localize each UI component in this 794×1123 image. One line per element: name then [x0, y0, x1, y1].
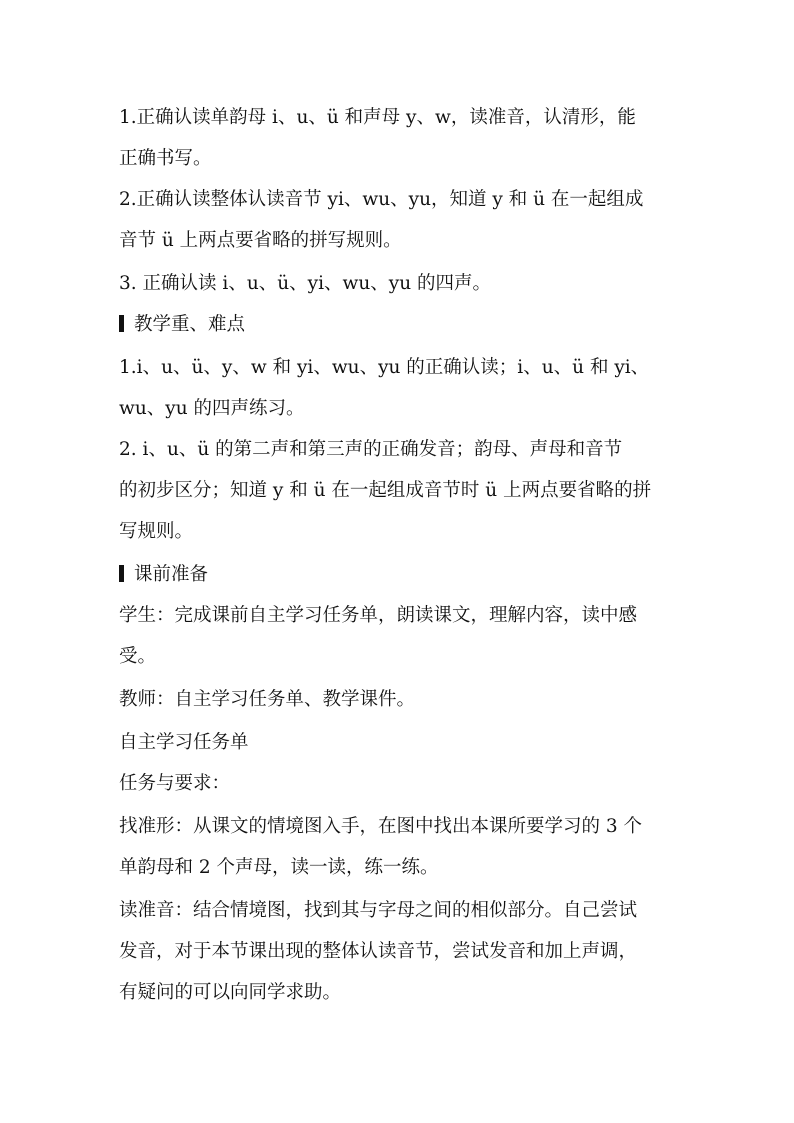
goal-2-line-1: 2.正确认读整体认读音节 yi、wu、yu，知道 y 和 ü 在一起组成 [119, 189, 644, 210]
read-sound-line-1: 读准音：结合情境图，找到其与字母之间的相似部分。自己尝试 [119, 900, 638, 921]
key-point-2-line-1: 2. i、u、ü 的第二声和第三声的正确发音；韵母、声母和音节 [119, 439, 623, 460]
goal-1-line-2: 正确书写。 [119, 148, 212, 169]
key-points-heading-text: 教学重、难点 [134, 314, 246, 335]
student-prep-line-2: 受。 [119, 646, 157, 667]
read-sound-line-2: 发音，对于本节课出现的整体认读音节，尝试发音和加上声调， [119, 941, 638, 962]
goal-2-line-2: 音节 ü 上两点要省略的拼写规则。 [119, 230, 402, 251]
key-point-2-line-3: 写规则。 [119, 521, 194, 542]
section-marker-icon [119, 315, 124, 332]
teacher-prep: 教师：自主学习任务单、教学课件。 [119, 689, 416, 710]
find-shape-line-2: 单韵母和 2 个声母，读一读，练一练。 [119, 857, 439, 878]
section-marker-icon [119, 565, 124, 582]
preparation-heading-text: 课前准备 [134, 564, 209, 585]
preparation-heading [119, 563, 679, 587]
key-point-1-line-1: 1.i、u、ü、y、w 和 yi、wu、yu 的正确认读；i、u、ü 和 yi、 [119, 357, 650, 378]
student-prep-line-1: 学生：完成课前自主学习任务单，朗读课文，理解内容，读中感 [119, 605, 638, 626]
goal-1-line-1: 1.正确认读单韵母 i、u、ü 和声母 y、w，读准音，认清形，能 [119, 107, 636, 128]
task-sheet-title: 自主学习任务单 [119, 732, 249, 753]
task-requirements-label: 任务与要求： [119, 773, 231, 794]
key-point-2-line-2: 的初步区分；知道 y 和 ü 在一起组成音节时 ü 上两点要省略的拼 [119, 480, 652, 501]
goal-3: 3. 正确认读 i、u、ü、yi、wu、yu 的四声。 [119, 273, 492, 294]
key-points-heading [119, 313, 679, 337]
find-shape-line-1: 找准形：从课文的情境图入手，在图中找出本课所要学习的 3 个 [119, 816, 643, 837]
read-sound-line-3: 有疑问的可以向同学求助。 [119, 982, 342, 1003]
key-point-1-line-2: wu、yu 的四声练习。 [119, 398, 305, 419]
